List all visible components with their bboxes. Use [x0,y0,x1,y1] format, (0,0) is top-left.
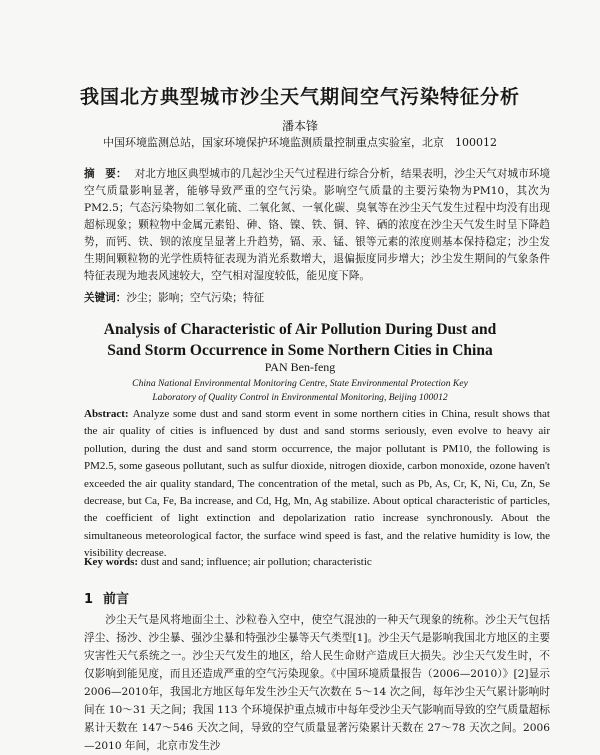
affiliation-en-line2: Laboratory of Quality Control in Environmental Monitoring, Beijing 100012 [152,392,448,403]
keywords-en-label: Key words: [84,556,139,568]
paper-title-cn: 我国北方典型城市沙尘天气期间空气污染特征分析 [79,86,520,108]
keywords-cn-label: 关键词： [84,292,127,304]
abstract-en [84,406,550,563]
affiliation-en [0,377,600,405]
keywords-cn [84,290,550,305]
abstract-cn [84,166,550,285]
abstract-cn-text: 对北方地区典型城市的几起沙尘天气过程进行综合分析，结果表明，沙尘天气对城市环境空气质量影响显著，能够导致严重的空气污染。影响空气质量的主要污染物为PM10，其次为PM2.5；气态污染物如二氧化硫、二氧化氮、一氧化碳、臭氧等在沙尘天气发生过程中均没有出现超标现象；颗粒物中金属元素铅、砷、铬、镍、铁、铜、锌、硒的浓度在沙尘天气发生时呈下降趋势，而钙、铁、钡的浓度呈显著上升趋势，镉、汞、锰、银等元素的浓度则基本保持稳定；沙尘发生期间颗粒物的光学性质特征表现为消光系数增大，退偏振度同步增大；沙尘发生期间的气象条件特征表现为地表风速较大，空气相对湿度较低，能见度下降。 [84,168,551,282]
section-heading [84,588,129,607]
abstract-cn-label: 摘 要： [84,168,127,180]
section-number: 1 [84,592,94,607]
affiliation-en-line1: China National Environmental Monitoring Centre, State Environmental Protection Key [132,378,468,389]
paper-title-en-line1: Analysis of Characteristic of Air Pollution During Dust and [103,321,497,338]
section-body [84,611,550,755]
keywords-cn-text: 沙尘；影响；空气污染；特征 [126,292,265,304]
abstract-en-label: Abstract: [84,408,129,420]
abstract-en-text: Analyze some dust and sand storm event in some northern cities in China, result shows that the air quality of cities is influenced by dust and sand storms seriously, even evolve to heavy air pollution, during the dust and sand storm occurrence, the major pollutant is PM10, the following is PM2.5, some gaseous pollutant, such as sulfur dioxide, nitrogen dioxide, carbon monoxide, ozone haven't exceeded the air quality standard, The concentration of the metal, such as Pb, As, Cr, K, Ni, Cu, Zn, Se decrease, but Ca, Fe, Ba increase, and Cd, Hg, Mn, Ag stabilize. About optical characteristic of particles, the coefficient of light extinction and depolarization ratio increase synchronously. About the simultaneous meteorological factor, the surface wind speed is fast, and the relative humidity is low, the visibility decrease. [84,408,550,560]
keywords-en [84,556,550,568]
author-cn: 潘本锋 [281,119,318,133]
section-title: 前言 [103,592,130,607]
affiliation-cn: 中国环境监测总站，国家环境保护环境监测质量控制重点实验室，北京 100012 [103,136,497,149]
author-en: PAN Ben-feng [264,360,336,374]
body-paragraph: 沙尘天气是风将地面尘土、沙粒卷入空中，使空气混浊的一种天气现象的统称。沙尘天气包括浮尘、扬沙、沙尘暴、强沙尘暴和特强沙尘暴等天气类型[1]。沙尘天气是影响我国北方地区的主要灾害性天气系统之一。沙尘天气发生的地区，给人民生命财产造成巨大损失。沙尘天气发生时，不仅影响到能见度，而且还造成严重的空气污染现象。《中国环境质量报告（2006—2010）》[2]显示 2006—2010年，我国北方地区每年发生沙尘天气次数在 5～14 次之间，每年沙尘天气累计影响时间在 10～31 天之间；我国 113 个环境保护重点城市中每年受沙尘天气影响而导致的空气质量超标累计天数在 147～546 天次之间，导致的空气质量显著污染累计天数在 27～78 天次之间。2006—2010 年间，北京市发生沙 [84,614,550,752]
paper-title-en [0,319,600,361]
keywords-en-text: dust and sand; influence; air pollution; characteristic [140,556,372,568]
paper-title-en-line2: Sand Storm Occurrence in Some Northern Cities in China [107,342,493,359]
